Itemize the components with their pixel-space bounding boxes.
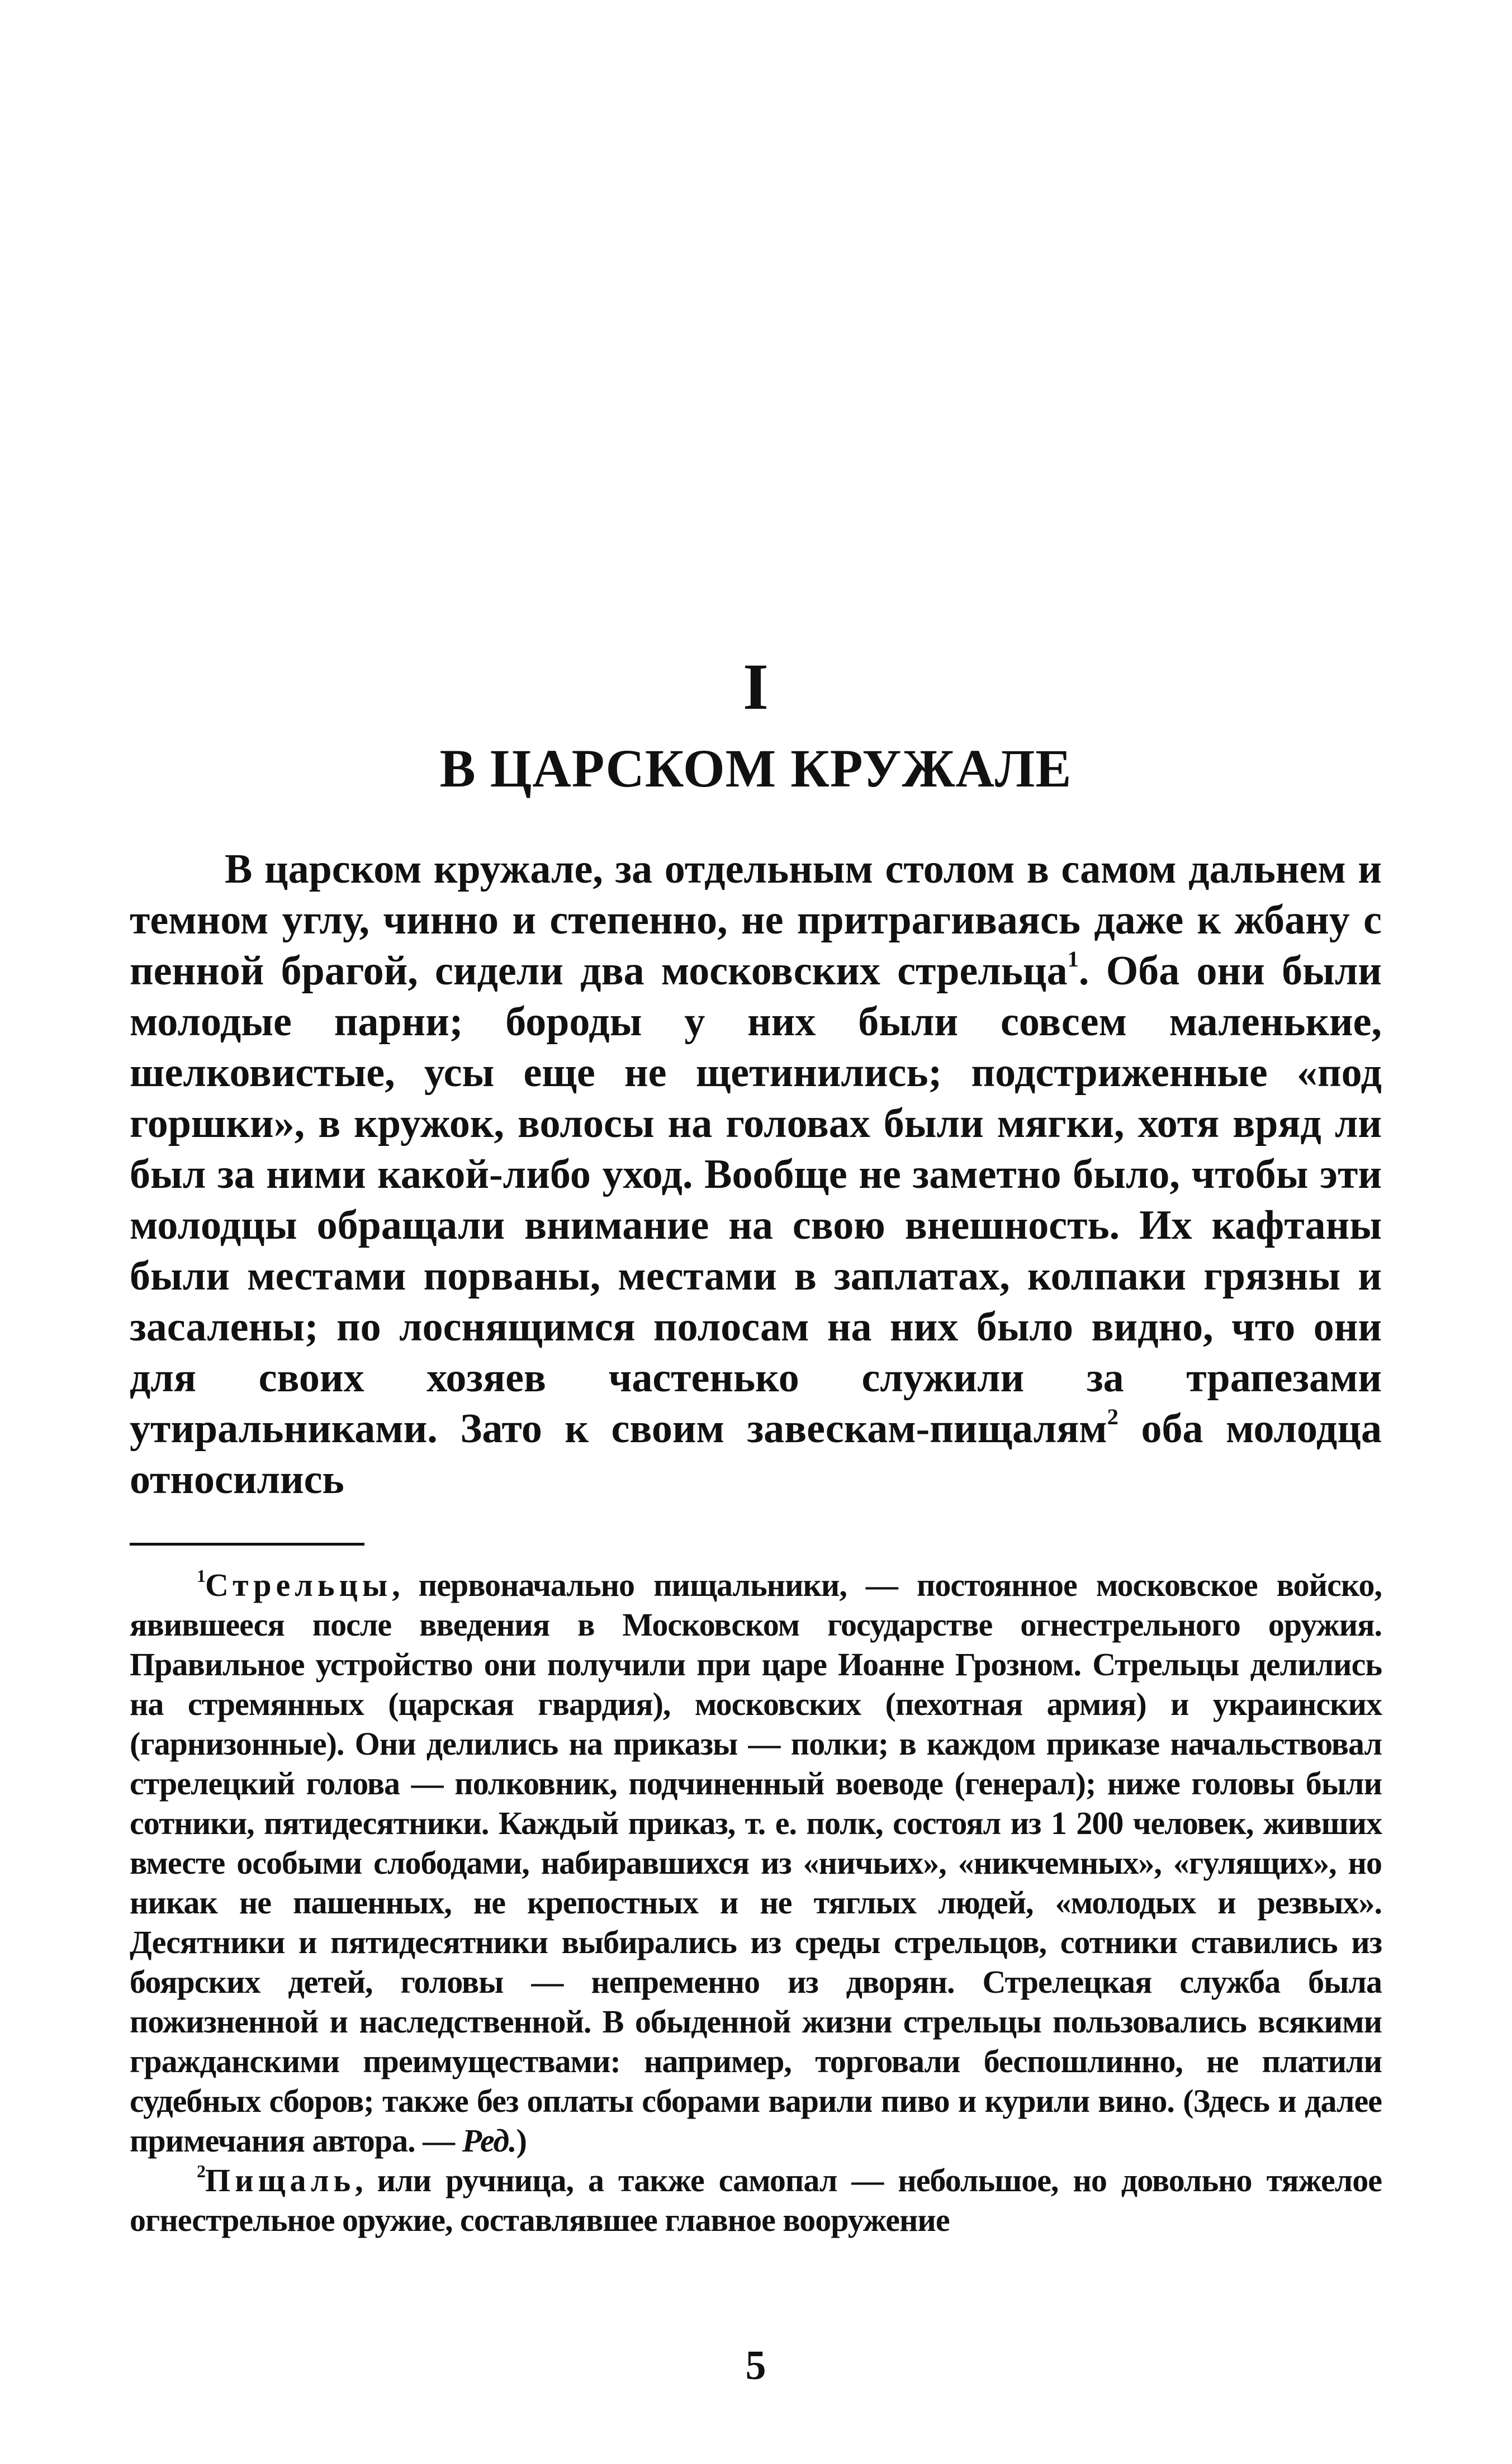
footnote-ref-1: 1 <box>1067 946 1079 972</box>
footnote-2-text: , или ручница, а также самопал — небольшое, но довольно тяжелое огнестрельное оружие, составлявшее главное вооружение <box>130 2162 1382 2238</box>
footnote-1-mark: 1 <box>197 1566 205 1586</box>
footnote-2 <box>130 2160 1382 2240</box>
footnote-2-term: Пищаль <box>205 2162 356 2198</box>
footnote-ref-2: 2 <box>1107 1404 1118 1430</box>
footnote-1-editor: Ред. <box>462 2122 516 2159</box>
body-paragraph <box>130 844 1382 1505</box>
body-text-b: . Оба они были молодые парни; бороды у них были совсем маленькие, шелковистые, усы еще не щетинились; подстриженные «под горшки», в кружок, волосы на головах были мягки, хотя вряд ли был за ними какой-либо уход. Вообще не заметно было, чтобы эти молодцы обращали внимание на свою внешность. Их кафтаны были местами порваны, местами в заплатах, колпаки грязны и засалены; по лоснящимся полосам на них было видно, что они для своих хозяев частенько служили за трапезами утиральниками. Зато к своим завескам-пищалям <box>130 948 1382 1452</box>
footnotes <box>130 1565 1382 2240</box>
main-text <box>130 844 1382 1505</box>
body-text-a: В царском кружале, за отдельным столом в самом дальнем и темном углу, чинно и степенно, не притрагиваясь даже к жбану с пенной брагой, сидели два московских стрельца <box>130 846 1382 994</box>
footnote-1-close: ) <box>516 2122 527 2159</box>
footnote-1-term: Стрельцы <box>205 1567 392 1603</box>
footnote-1 <box>130 1565 1382 2160</box>
footnote-2-mark: 2 <box>197 2161 205 2181</box>
page-number: 5 <box>745 2343 766 2389</box>
chapter-number: I <box>743 650 769 723</box>
body-text-c: оба молодца относились <box>130 1406 1382 1503</box>
footnote-divider <box>130 1543 364 1546</box>
footnote-1-text: , первоначально пищальники, — постоянное московское войско, явившееся после введения в Московском государстве огнестрельного оружия. Правильное устройство они получили при царе Иоанне Грозном. Стрельцы делились на стремянных (царская гвардия), московских (пехотная армия) и украинских (гарнизонные). Они делились на приказы — полки; в каждом приказе начальствовал стрелецкий голова — полковник, подчиненный воеводе (генерал); ниже головы были сотники, пятидесятники. Каждый приказ, т. е. полк, состоял из 1 200 человек, живших вместе особыми слободами, набиравшихся из «ничьих», «никчемных», «гулящих», но никак не пашенных, не крепостных и не тяглых людей, «молодых и резвых». Десятники и пятидесятники выбирались из среды стрельцов, сотники ставились из боярских детей, головы — непременно из дворян. Стрелецкая служба была пожизненной и наследственной. В обыденной жизни стрельцы пользовались всякими гражданскими преимуществами: например, торговали беспошлинно, не платили судебных сборов; также без оплаты сборами варили пиво и курили вино. (Здесь и далее примечания автора. — <box>130 1567 1382 2159</box>
chapter-title: В ЦАРСКОМ КРУЖАЛЕ <box>439 738 1072 798</box>
book-page <box>130 0 1382 2464</box>
